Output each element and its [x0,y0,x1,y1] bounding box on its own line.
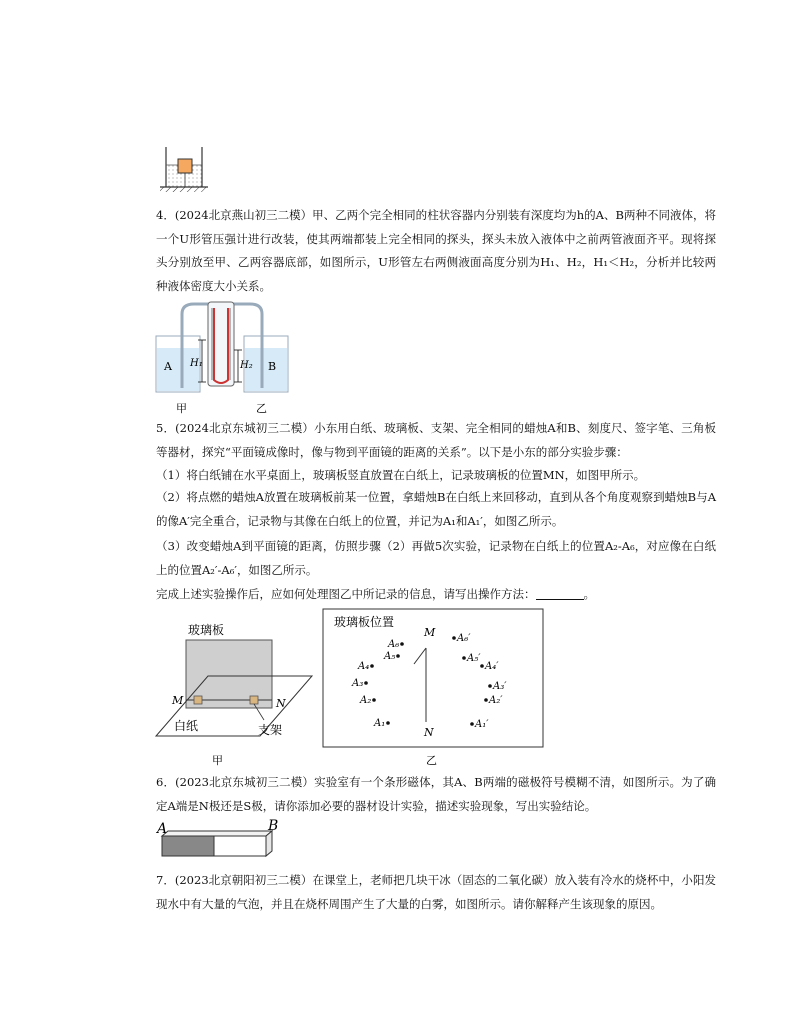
q5-figure-jia [154,620,314,768]
q7-text: 7．(2023北京朝阳初三二模）在课堂上，老师把几块干冰（固态的二氧化碳）放入装有冷水的烧杯中，小阳发现水中有大量的气泡，并且在烧杯周围产生了大量的白雾，如图所示。请你解释产生该现象的原因。 [156,873,716,911]
q4-figure [152,300,292,416]
object-point-5 [396,654,400,658]
q5-question-end: 。 [583,587,595,601]
q6-text: 6．(2023北京东城初三二模）实验室有一个条形磁体，其A、B两端的磁极符号模糊不清，如图所示。为了确定A端是N极还是S极，请你添加必要的器材设计实验，描述实验现象，写出实验结论。 [156,775,716,813]
q5-jia-stand-label: 支架 [258,723,283,737]
object-point-1 [386,721,390,725]
object-label-6: A₆ [388,639,400,650]
q5-yi-points [351,633,507,730]
image-point-1 [470,722,474,726]
q5-yi-title: 玻璃板位置 [334,615,395,629]
q5-step1: （1）将白纸铺在水平桌面上，玻璃板竖直放置在白纸上，记录玻璃板的位置MN，如图甲所示。 [156,468,646,482]
q5-jia-glass-label: 玻璃板 [188,623,225,637]
q5-figure-yi [322,608,546,768]
q5-question [156,586,595,602]
q4-liquid-a-label: A [164,360,172,373]
image-label-6: A₆′ [457,633,471,644]
q5-answer-blank[interactable] [536,588,584,600]
object-label-4: A₄ [358,661,370,672]
object-point-2 [372,698,376,702]
q5-intro: 5．(2024北京东城初三二模）小东用白纸、玻璃板、支架、完全相同的蜡烛A和B、刻度尺、签字笔、三角板等器材，探究“平面镜成像时，像与物到平面镜的距离的关系”。以下是小东的部分实验步骤： [156,421,716,459]
object-point-4 [370,664,374,668]
q5-jia-m-label: M [172,694,184,707]
q6-label-b: B [268,818,279,834]
image-label-3: A₃′ [493,681,507,692]
q4-caption-right: 乙 [256,402,267,415]
image-point-4 [480,664,484,668]
q5-step3: （3）改变蜡烛A到平面镜的距离，仿照步骤（2）再做5次实验，记录物在白纸上的位置A₂-A₆，对应像在白纸上的位置A₂′-A₆′，如图乙所示。 [156,539,716,577]
object-point-6 [400,642,404,646]
object-label-5: A₅ [384,651,396,662]
q5-jia-paper-label: 白纸 [174,719,199,733]
q5-yi-caption: 乙 [426,754,437,767]
q4-liquid-b-label: B [268,360,277,373]
image-point-5 [462,656,466,660]
image-label-2: A₂′ [489,695,503,706]
q5-yi-m-label: M [424,626,436,639]
q6-label-a: A [157,821,168,837]
object-point-3 [364,681,368,685]
image-label-1: A₁′ [475,719,489,730]
image-point-2 [484,698,488,702]
q4-text: 4．(2024北京燕山初三二模）甲、乙两个完全相同的柱状容器内分别装有深度均为h的A、B两种不同液体，将一个U形管压强计进行改装，使其两端都装上完全相同的探头，探头未放入液体中之前两管液面齐平。现将探头分别放至甲、乙两容器底部，如图所示，U形管左右两侧液面高度分别为H₁、H₂，H₁＜H₂，分析并比较两种液体密度大小关系。 [156,208,716,293]
top-container-figure [156,145,216,195]
image-label-4: A₄′ [485,661,499,672]
object-label-3: A₃ [352,678,364,689]
q5-yi-n-label: N [424,726,434,739]
q5-jia-n-label: N [276,697,286,710]
q5-question-text: 完成上述实验操作后，应如何处理图乙中所记录的信息，请写出操作方法： [156,587,536,601]
q5-step2: （2）将点燃的蜡烛A放置在玻璃板前某一位置，拿蜡烛B在白纸上来回移动，直到从各个角度观察到蜡烛B与A的像A′完全重合，记录物与其像在白纸上的位置，并记为A₁和A₁′，如图乙所示。 [156,490,716,528]
object-label-1: A₁ [374,718,386,729]
q5-jia-caption: 甲 [212,754,223,767]
q6-magnet-figure [156,818,279,862]
q4-h1-label: H₁ [190,358,203,369]
object-label-2: A₂ [360,695,372,706]
q4-caption-left: 甲 [176,402,187,415]
image-point-6 [452,636,456,640]
q4-h2-label: H₂ [240,360,253,371]
image-point-3 [488,684,492,688]
image-label-5: A₅′ [467,653,481,664]
